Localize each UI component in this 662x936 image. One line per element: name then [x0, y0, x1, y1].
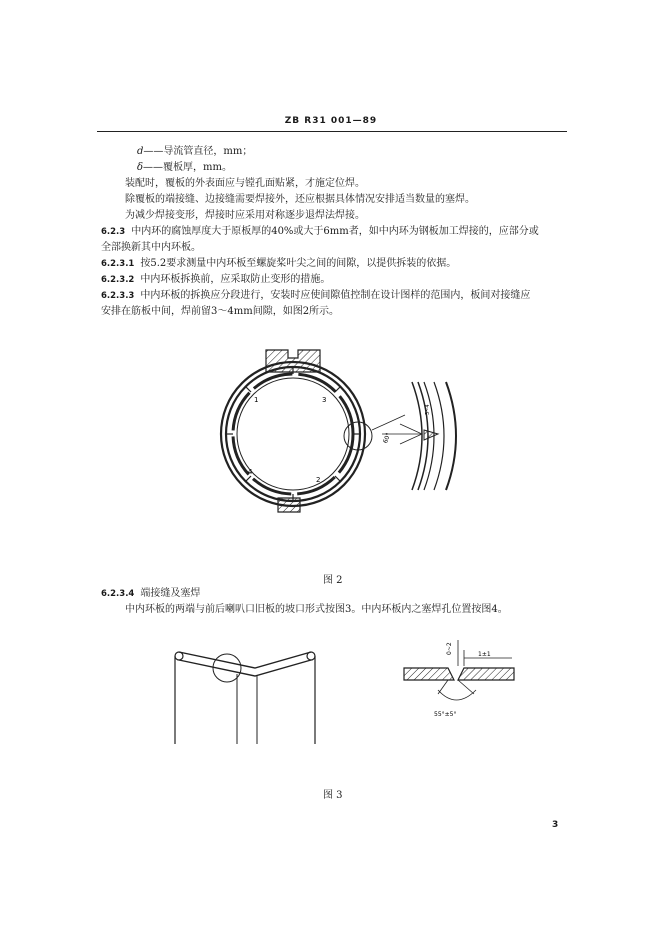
- segment-label-1: 1: [254, 396, 259, 404]
- section-6-2-3-4: [101, 587, 200, 601]
- bevel-leader-left: [438, 680, 448, 694]
- detail-outer-line: [446, 382, 456, 490]
- gap-label: 3~4: [425, 404, 431, 415]
- section-number: 6.2.3: [101, 227, 126, 237]
- bevel-angle-label: 55°±5°: [434, 711, 457, 718]
- section-6-2-3: [101, 225, 539, 239]
- figure-3-caption: 图 3: [323, 790, 343, 801]
- ring-plate: [179, 652, 311, 676]
- weld-hatch: [424, 430, 438, 440]
- right-plate: [458, 668, 514, 680]
- section-text: 中内环板的拆换应分段进行，安装时应使间隙值控制在设计图样的范围内，板间对接缝应: [140, 290, 531, 301]
- paragraph-welding-method: 为减少焊接变形，焊接时应采用对称逐步退焊法焊接。: [125, 210, 365, 221]
- definition-delta-text: ——覆板厚，mm。: [143, 162, 232, 173]
- section-6-2-3-cont: 全部换新其中内环板。: [101, 242, 201, 253]
- definition-delta: [137, 161, 232, 174]
- segment-label-4: 4: [248, 468, 253, 476]
- figure-3-left-diagram: [165, 640, 325, 745]
- paragraph-plug-weld: 除覆板的端接缝、边接缝需要焊接外，还应根据具体情况安排适当数量的塞焊。: [125, 194, 475, 205]
- page-number: 3: [552, 820, 559, 830]
- section-6-2-3-1: [101, 257, 456, 271]
- document-header: ZB R31 001—89: [284, 116, 378, 126]
- segment-label-2: 2: [316, 476, 321, 484]
- inner-ring-edge: [237, 378, 349, 490]
- bevel-leader-right: [458, 680, 474, 694]
- left-plate: [404, 668, 454, 680]
- bevel-angle-arc: [438, 690, 476, 700]
- section-text: 中内环的腐蚀厚度大于原板厚的40%或大于6mm者，如中内环为钢板加工焊接的，应部分或: [131, 226, 539, 237]
- angle-label: 60°: [382, 431, 393, 445]
- section-6-2-3-3: [101, 289, 530, 303]
- section-title: 端接缝及塞焊: [140, 588, 201, 599]
- section-6-2-3-2: [101, 273, 330, 287]
- figure-3-right-diagram: [400, 630, 540, 735]
- segment-label-3: 3: [322, 396, 327, 404]
- outer-ring: [221, 362, 365, 506]
- section-number: 6.2.3.3: [101, 291, 135, 301]
- section-6-2-3-4-text: 中内环板的两端与前后喇叭口旧板的坡口形式按图3。中内环板内之塞焊孔位置按图4。: [125, 604, 508, 615]
- root-face-dimension: 0~2: [446, 642, 453, 655]
- header-rule: [97, 131, 567, 132]
- section-text: 按5.2要求测量中内环板至螺旋桨叶尖之间的间隙，以提供拆装的依据。: [140, 258, 457, 269]
- definition-d-text: ——导流管直径，mm；: [143, 146, 253, 157]
- definition-d: [137, 145, 252, 158]
- section-6-2-3-3-cont: 安排在筋板中间，焊前留3～4mm间隙，如图2所示。: [101, 306, 340, 317]
- figure-2-caption: 图 2: [323, 575, 343, 586]
- section-number: 6.2.3.1: [101, 259, 135, 269]
- gap-dimension: 1±1: [478, 651, 491, 658]
- symbol-d: d: [137, 146, 144, 157]
- symbol-delta: δ: [137, 162, 144, 173]
- leader-line: [372, 415, 405, 430]
- paragraph-assembly: 装配时，覆板的外表面应与镗孔面贴紧，才施定位焊。: [125, 178, 365, 189]
- section-text: 中内环板拆换前，应采取防止变形的措施。: [140, 274, 331, 285]
- figure-2-diagram: [200, 340, 480, 530]
- detail-inner-plate-2: [434, 382, 444, 490]
- section-number: 6.2.3.4: [101, 589, 135, 599]
- section-number: 6.2.3.2: [101, 275, 135, 285]
